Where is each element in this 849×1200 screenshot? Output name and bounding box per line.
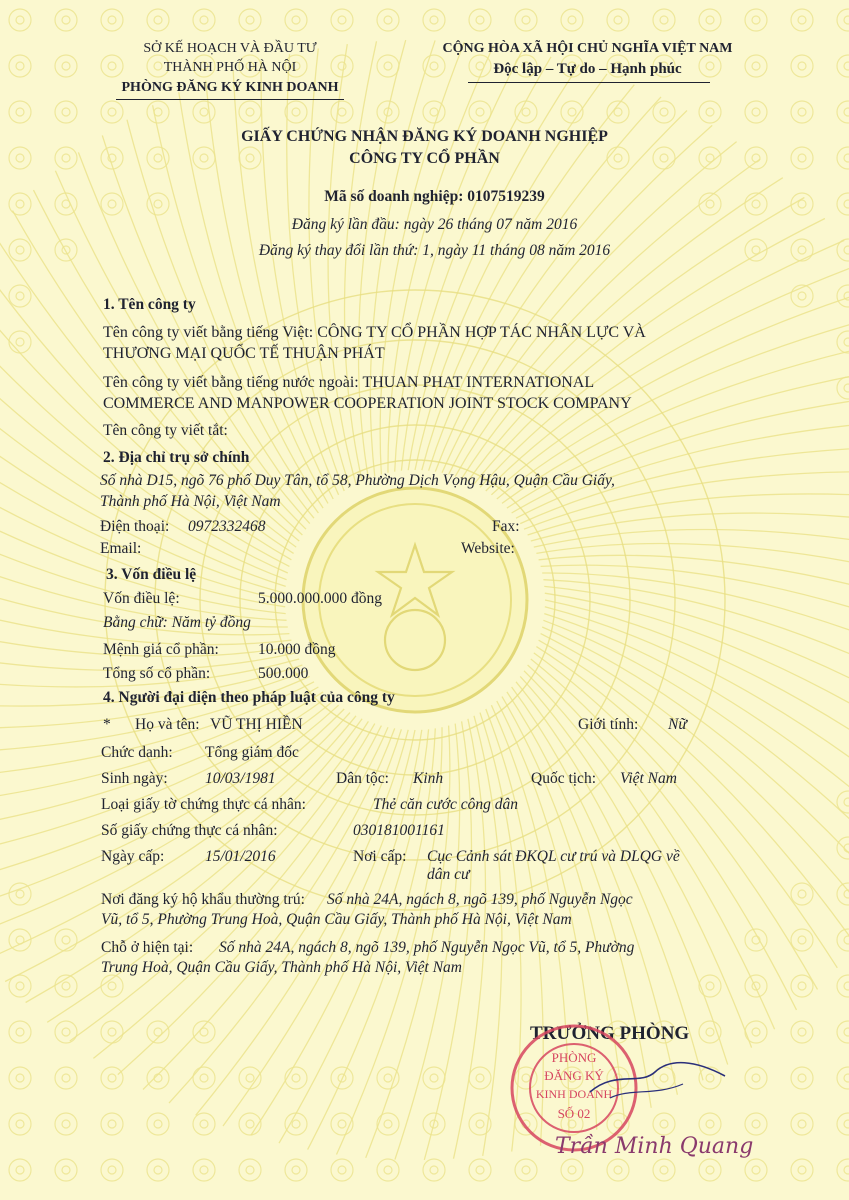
first-registration: Đăng ký lần đầu: ngày 26 tháng 07 năm 2016: [291, 216, 578, 233]
enterprise-code: Mã số doanh nghiệp: 0107519239: [324, 188, 545, 205]
id-number-label: Số giấy chứng thực cá nhân:: [101, 822, 278, 839]
section-2-heading: 2. Địa chỉ trụ sở chính: [103, 449, 250, 466]
permanent-address-label: Nơi đăng ký hộ khẩu thường trú:: [101, 891, 305, 908]
total-shares-value: 500.000: [258, 665, 309, 682]
agency-line-1: SỞ KẾ HOẠCH VÀ ĐẦU TƯ: [143, 41, 317, 56]
motto-underline: [468, 82, 710, 83]
issue-place-line-2: dân cư: [427, 866, 470, 883]
agency-underline: [116, 99, 344, 100]
permanent-address-line-1: Số nhà 24A, ngách 8, ngõ 139, phố Nguyễn Ngọc: [327, 891, 633, 908]
position-value: Tổng giám đốc: [205, 744, 299, 761]
rep-name-value: VŨ THỊ HIỀN: [210, 716, 303, 733]
capital-in-words: Bằng chữ: Năm tỷ đồng: [103, 614, 251, 631]
gender-label: Giới tính:: [578, 716, 639, 733]
issue-place-label: Nơi cấp:: [353, 848, 407, 865]
change-registration: Đăng ký thay đổi lần thứ: 1, ngày 11 tháng 08 năm 2016: [258, 242, 611, 259]
bullet: *: [103, 716, 111, 733]
certificate-title: GIẤY CHỨNG NHẬN ĐĂNG KÝ DOANH NGHIỆP: [241, 128, 608, 145]
stamp-line-2: ĐĂNG KÝ: [544, 1068, 604, 1083]
phone-value: 0972332468: [188, 518, 266, 535]
stamp-line-1: PHÒNG: [551, 1050, 597, 1065]
national-motto: Độc lập – Tự do – Hạnh phúc: [493, 61, 682, 77]
dob-label: Sinh ngày:: [101, 770, 168, 787]
issue-date-label: Ngày cấp:: [101, 848, 165, 865]
total-shares-label: Tổng số cổ phần:: [103, 665, 211, 682]
issue-date-value: 15/01/2016: [205, 848, 276, 865]
par-value-label: Mệnh giá cổ phần:: [103, 641, 219, 658]
name-foreign-line-2: COMMERCE AND MANPOWER COOPERATION JOINT STOCK COMPANY: [103, 395, 632, 412]
agency-line-3: PHÒNG ĐĂNG KÝ KINH DOANH: [121, 80, 339, 95]
address-line-2: Thành phố Hà Nội, Việt Nam: [100, 493, 281, 510]
name-foreign-line-1: Tên công ty viết bằng tiếng nước ngoài: THUAN PHAT INTERNATIONAL: [103, 374, 595, 391]
signature-name: Trần Minh Quang: [555, 1134, 754, 1159]
id-number-value: 030181001161: [353, 822, 445, 839]
agency-line-2: THÀNH PHỐ HÀ NỘI: [163, 60, 297, 75]
name-vn-line-1: Tên công ty viết bằng tiếng Việt: CÔNG TY CỔ PHẦN HỢP TÁC NHÂN LỰC VÀ: [103, 324, 646, 341]
website-label: Website:: [461, 540, 515, 557]
ethnicity-value: Kinh: [413, 770, 444, 787]
position-label: Chức danh:: [101, 744, 173, 761]
current-address-line-1: Số nhà 24A, ngách 8, ngõ 139, phố Nguyễn Ngọc Vũ, tổ 5, Phường: [219, 939, 635, 956]
signature-strokes: [585, 1050, 735, 1110]
id-type-label: Loại giấy tờ chứng thực cá nhân:: [101, 796, 306, 813]
country-name: CỘNG HÒA XÃ HỘI CHỦ NGHĨA VIỆT NAM: [442, 41, 733, 56]
nationality-label: Quốc tịch:: [531, 770, 596, 787]
capital-value: 5.000.000.000 đồng: [258, 590, 382, 607]
email-label: Email:: [100, 540, 142, 557]
name-abbreviation: Tên công ty viết tắt:: [103, 422, 228, 439]
issue-place-line-1: Cục Cảnh sát ĐKQL cư trú và DLQG về: [427, 848, 680, 865]
section-3-heading: 3. Vốn điều lệ: [106, 566, 197, 583]
gender-value: Nữ: [668, 716, 687, 733]
company-type: CÔNG TY CỔ PHẦN: [349, 150, 500, 167]
rep-name-label: Họ và tên:: [135, 716, 200, 733]
phone-label: Điện thoại:: [100, 518, 170, 535]
current-address-label: Chỗ ở hiện tại:: [101, 939, 194, 956]
name-vn-line-2: THƯƠNG MẠI QUỐC TẾ THUẬN PHÁT: [103, 345, 385, 362]
dob-value: 10/03/1981: [205, 770, 276, 787]
signer-role: TRƯỞNG PHÒNG: [530, 1023, 690, 1044]
fax-label: Fax:: [492, 518, 520, 535]
stamp-line-3: KINH DOANH: [535, 1087, 613, 1101]
current-address-line-2: Trung Hoà, Quận Cầu Giấy, Thành phố Hà Nội, Việt Nam: [101, 959, 462, 976]
ethnicity-label: Dân tộc:: [336, 770, 389, 787]
capital-label: Vốn điều lệ:: [103, 590, 180, 607]
par-value: 10.000 đồng: [258, 641, 336, 658]
stamp-line-4: SỐ 02: [557, 1106, 591, 1121]
nationality-value: Việt Nam: [620, 770, 677, 787]
section-4-heading: 4. Người đại diện theo pháp luật của công ty: [103, 689, 395, 706]
section-1-heading: 1. Tên công ty: [103, 296, 196, 313]
address-line-1: Số nhà D15, ngõ 76 phố Duy Tân, tổ 58, Phường Dịch Vọng Hậu, Quận Cầu Giấy,: [100, 472, 615, 489]
permanent-address-line-2: Vũ, tổ 5, Phường Trung Hoà, Quận Cầu Giấy, Thành phố Hà Nội, Việt Nam: [101, 911, 572, 928]
id-type-value: Thẻ căn cước công dân: [373, 796, 518, 813]
